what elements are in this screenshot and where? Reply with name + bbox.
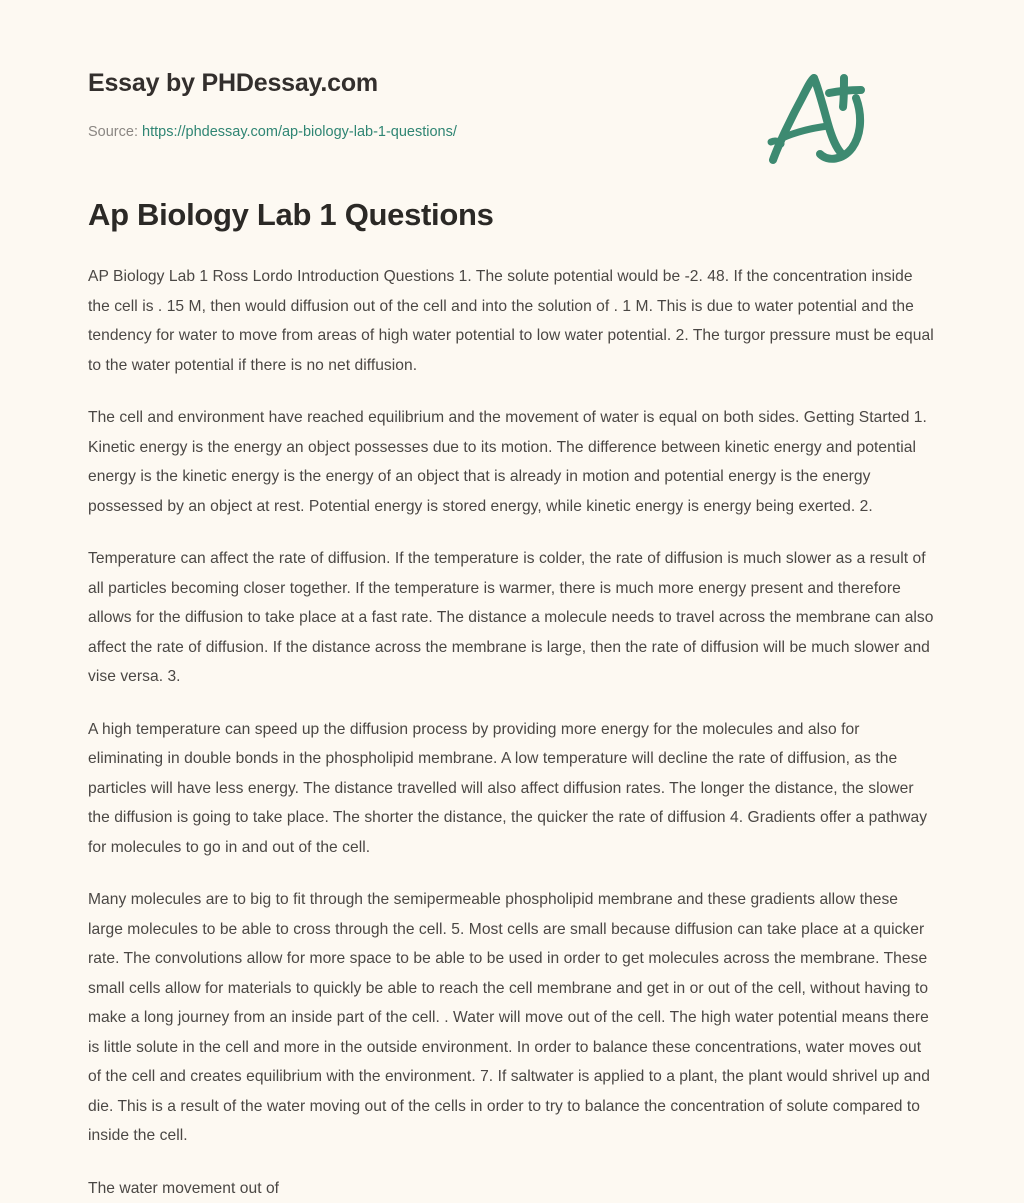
paragraph: The water movement out of — [88, 1179, 280, 1197]
source-url-link[interactable]: https://phdessay.com/ap-biology-lab-1-questions/ — [142, 124, 457, 140]
paragraph: The cell and environment have reached equilibrium and the movement of water is equal on both sides. Getting Started 1. Kinetic energy is the energy an object possesses due to its motion. The difference between kinetic energy and potential energy is the kinetic energy is the energy of an object that is already in motion and potential energy is the energy possessed by an object at rest. Potential energy is stored energy, while kinetic energy is energy being exerted. 2. — [88, 409, 927, 515]
paragraph: A high temperature can speed up the diffusion process by providing more energy for the molecules and also for eliminating in double bonds in the phospholipid membrane. A low temperature will decline the rate of diffusion, as the particles will have less energy. The distance travelled will also affect diffusion rates. The longer the distance, the slower the diffusion is going to take place. The shorter the distance, the quicker the rate of diffusion 4. Gradients offer a pathway for molecules to go in and out of the cell. — [88, 720, 928, 856]
source-label: Source: — [88, 124, 138, 140]
article-body — [88, 235, 936, 1203]
a-plus-handwritten-logo-icon — [758, 60, 878, 180]
paragraph: Many molecules are to big to fit through the semipermeable phospholipid membrane and these gradients allow these large molecules to be able to cross through the cell. 5. Most cells are small because diffusion can take place at a quicker rate. The convolutions allow for more space to be able to be used in order to get molecules across the membrane. These small cells allow for materials to quickly be able to reach the cell membrane and get in or out of the cell, without having to make a long journey from an inside part of the cell. . Water will move out of the cell. The high water potential means there is little solute in the cell and more in the outside environment. In order to balance these concentrations, water moves out of the cell and creates equilibrium with the environment. 7. If saltwater is applied to a plant, the plant would shrivel up and die. This is a result of the water moving out of the cells in order to try to balance the concentration of solute compared to inside the cell. — [88, 891, 930, 1145]
paragraph: Temperature can affect the rate of diffusion. If the temperature is colder, the rate of diffusion is much slower as a result of all particles becoming closer together. If the temperature is warmer, there is much more energy present and therefore allows for the diffusion to take place at a fast rate. The distance a molecule needs to travel across the membrane can also affect the rate of diffusion. If the distance across the membrane is large, then the rate of diffusion will be much slower and vise versa. 3. — [88, 550, 934, 686]
brand-title: Essay by PHDessay.com — [88, 69, 378, 97]
paragraph: AP Biology Lab 1 Ross Lordo Introduction Questions 1. The solute potential would be -2. 48. If the concentration inside the cell is . 15 M, then would diffusion out of the cell and into the solution of . 1 M. This is due to water potential and the tendency for water to move from areas of high water potential to low water potential. 2. The turgor pressure must be equal to the water potential if there is no net diffusion. — [88, 268, 934, 374]
page-title: Ap Biology Lab 1 Questions — [88, 197, 494, 233]
page-header — [88, 0, 936, 142]
